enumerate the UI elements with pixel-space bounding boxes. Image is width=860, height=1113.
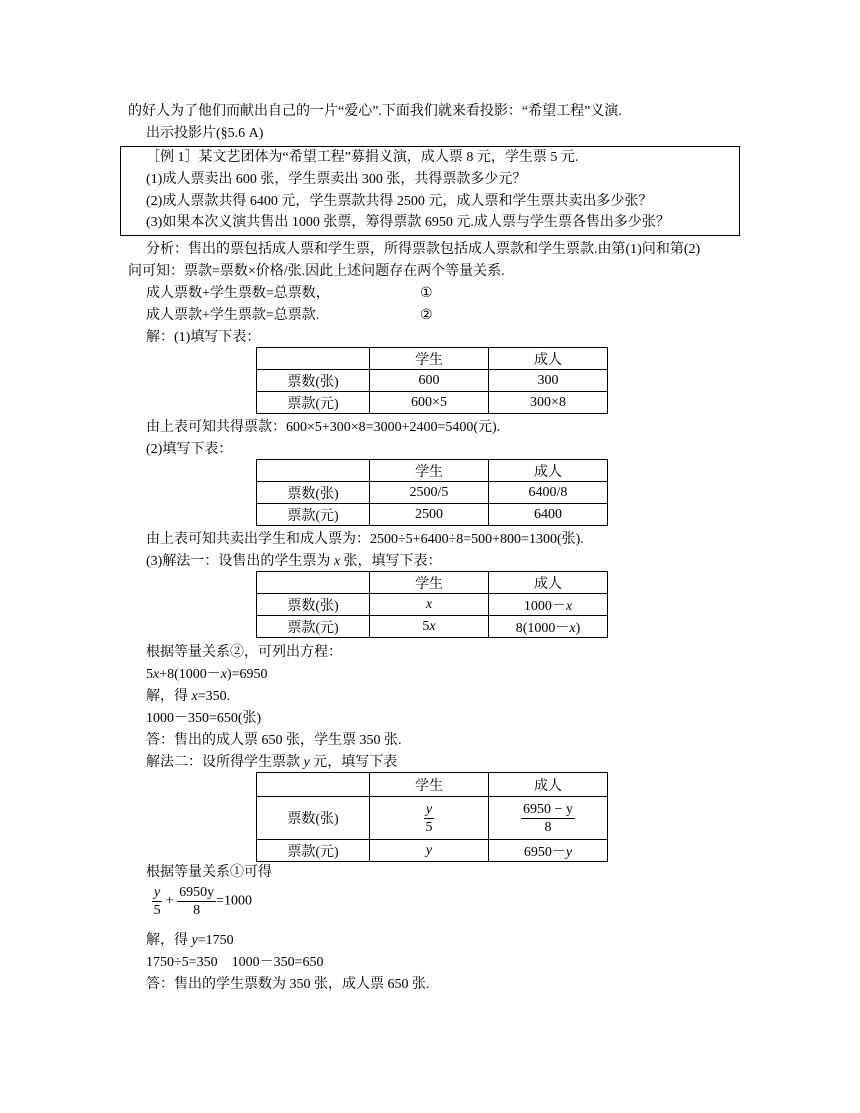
solution-3b-relation: 根据等量关系①可得 xyxy=(146,865,272,880)
table-cell: 600×5 xyxy=(370,392,489,414)
table-cell: 300×8 xyxy=(489,392,608,414)
table-cell: 票款(元) xyxy=(257,616,370,638)
table-cell: 票数(张) xyxy=(257,370,370,392)
example-question-3: (3)如果本次义演共售出 1000 张票，筹得票款 6950 元.成人票与学生票各售出多少张？ xyxy=(146,215,670,230)
solution-1-result: 由上表可知共得票款：600×5+300×8=3000+2400=5400(元). xyxy=(146,420,501,435)
table-cell: 6950－y xyxy=(489,840,608,862)
table-cell: 2500 xyxy=(370,504,489,526)
example-title: ［例 1］某文艺团体为“希望工程”募捐义演，成人票 8 元，学生票 5 元. xyxy=(146,150,579,165)
relation-2-mark: ② xyxy=(420,308,433,323)
solution-3b-solve: 解，得 y=1750 xyxy=(146,933,234,948)
solution-3a-answer: 答：售出的成人票 650 张，学生票 350 张. xyxy=(146,733,402,748)
relation-1: 成人票数+学生票数=总票数， xyxy=(146,286,330,301)
fraction: $\frac{y}{5}$ xyxy=(153,885,161,918)
solution-3b-calc: 1750÷5=350 1000－350=650 xyxy=(146,955,324,970)
projection-note: 出示投影片(§5.6 A) xyxy=(146,126,264,141)
solution-3b-intro: 解法二：设所得学生票款 y 元，填写下表 xyxy=(146,755,398,770)
table-4 xyxy=(256,772,608,862)
example-question-1: (1)成人票卖出 600 张，学生票卖出 300 张，共得票款多少元？ xyxy=(146,172,527,187)
table-cell xyxy=(489,797,608,840)
table-row xyxy=(257,460,608,482)
table-cell: y xyxy=(370,840,489,862)
table-cell: x xyxy=(370,594,489,616)
solution-3a-relation: 根据等量关系②，可列出方程： xyxy=(146,645,342,660)
table-row xyxy=(257,392,608,414)
example-question-2: (2)成人票款共得 6400 元，学生票款共得 2500 元，成人票和学生票共卖出多少张？ xyxy=(146,194,653,209)
table-row xyxy=(257,840,608,862)
table-header: 学生 xyxy=(370,460,489,482)
table-row xyxy=(257,594,608,616)
table-cell: 1000－x xyxy=(489,594,608,616)
table-2 xyxy=(256,459,608,526)
solution-3a-calc: 1000－350=650(张) xyxy=(146,711,262,726)
solution-2-intro: (2)填写下表： xyxy=(146,442,233,457)
table-cell: 5x xyxy=(370,616,489,638)
table-cell: 2500/5 xyxy=(370,482,489,504)
table-header: 成人 xyxy=(489,572,608,594)
table-cell: 300 xyxy=(489,370,608,392)
table-row xyxy=(257,482,608,504)
relation-1-mark: ① xyxy=(420,286,433,301)
analysis-line-1: 分析：售出的票包括成人票和学生票，所得票款包括成人票款和学生票款.由第(1)问和第(2) xyxy=(146,242,701,257)
table-header: 学生 xyxy=(370,348,489,370)
table-header: 成人 xyxy=(489,348,608,370)
table-row xyxy=(257,616,608,638)
solution-3a-equation: 5x+8(1000－x)=6950 xyxy=(146,667,268,682)
intro-line: 的好人为了他们而献出自己的一片“爱心”.下面我们就来看投影：“希望工程”义演. xyxy=(128,104,622,119)
table-row xyxy=(257,773,608,797)
table-header: 学生 xyxy=(370,773,489,797)
fraction: $\frac{6950y}{8}$ xyxy=(179,885,215,918)
solution-3a-solve: 解，得 x=350. xyxy=(146,689,231,704)
solution-3b-answer: 答：售出的学生票数为 350 张，成人票 650 张. xyxy=(146,977,430,992)
table-cell: 票款(元) xyxy=(257,840,370,862)
table-header: 成人 xyxy=(489,460,608,482)
solution-3b-equation: $\frac{y}{5}$ + $\frac{6950y}{8}$ =1000 xyxy=(153,885,253,918)
table-row xyxy=(257,797,608,840)
solution-1-intro: 解：(1)填写下表： xyxy=(146,330,261,345)
table-cell xyxy=(257,773,370,797)
table-row xyxy=(257,370,608,392)
table-cell: 6400/8 xyxy=(489,482,608,504)
table-1 xyxy=(256,347,608,414)
table-cell xyxy=(257,348,370,370)
table-cell xyxy=(257,460,370,482)
relation-2: 成人票款+学生票款=总票款. xyxy=(146,308,320,323)
table-cell: 票款(元) xyxy=(257,504,370,526)
analysis-line-2: 问可知：票款=票数×价格/张.因此上述问题存在两个等量关系. xyxy=(128,264,505,279)
solution-3a-intro: (3)解法一：设售出的学生票为 x 张，填写下表： xyxy=(146,554,442,569)
table-row xyxy=(257,572,608,594)
table-cell: 票数(张) xyxy=(257,482,370,504)
fraction: $\frac{y}{5}$ xyxy=(425,801,433,835)
table-cell: 6400 xyxy=(489,504,608,526)
table-row xyxy=(257,348,608,370)
table-cell: 8(1000－x) xyxy=(489,616,608,638)
table-cell: 票数(张) xyxy=(257,594,370,616)
solution-2-result: 由上表可知共卖出学生和成人票为：2500÷5+6400÷8=500+800=1300(张). xyxy=(146,532,584,547)
table-cell xyxy=(370,797,489,840)
table-cell: 票数(张) xyxy=(257,797,370,840)
table-3 xyxy=(256,571,608,638)
table-header: 学生 xyxy=(370,572,489,594)
table-cell: 票款(元) xyxy=(257,392,370,414)
fraction: $\frac{6950 - y}{8}$ xyxy=(523,801,573,835)
table-cell: 600 xyxy=(370,370,489,392)
table-cell xyxy=(257,572,370,594)
table-row xyxy=(257,504,608,526)
table-header: 成人 xyxy=(489,773,608,797)
